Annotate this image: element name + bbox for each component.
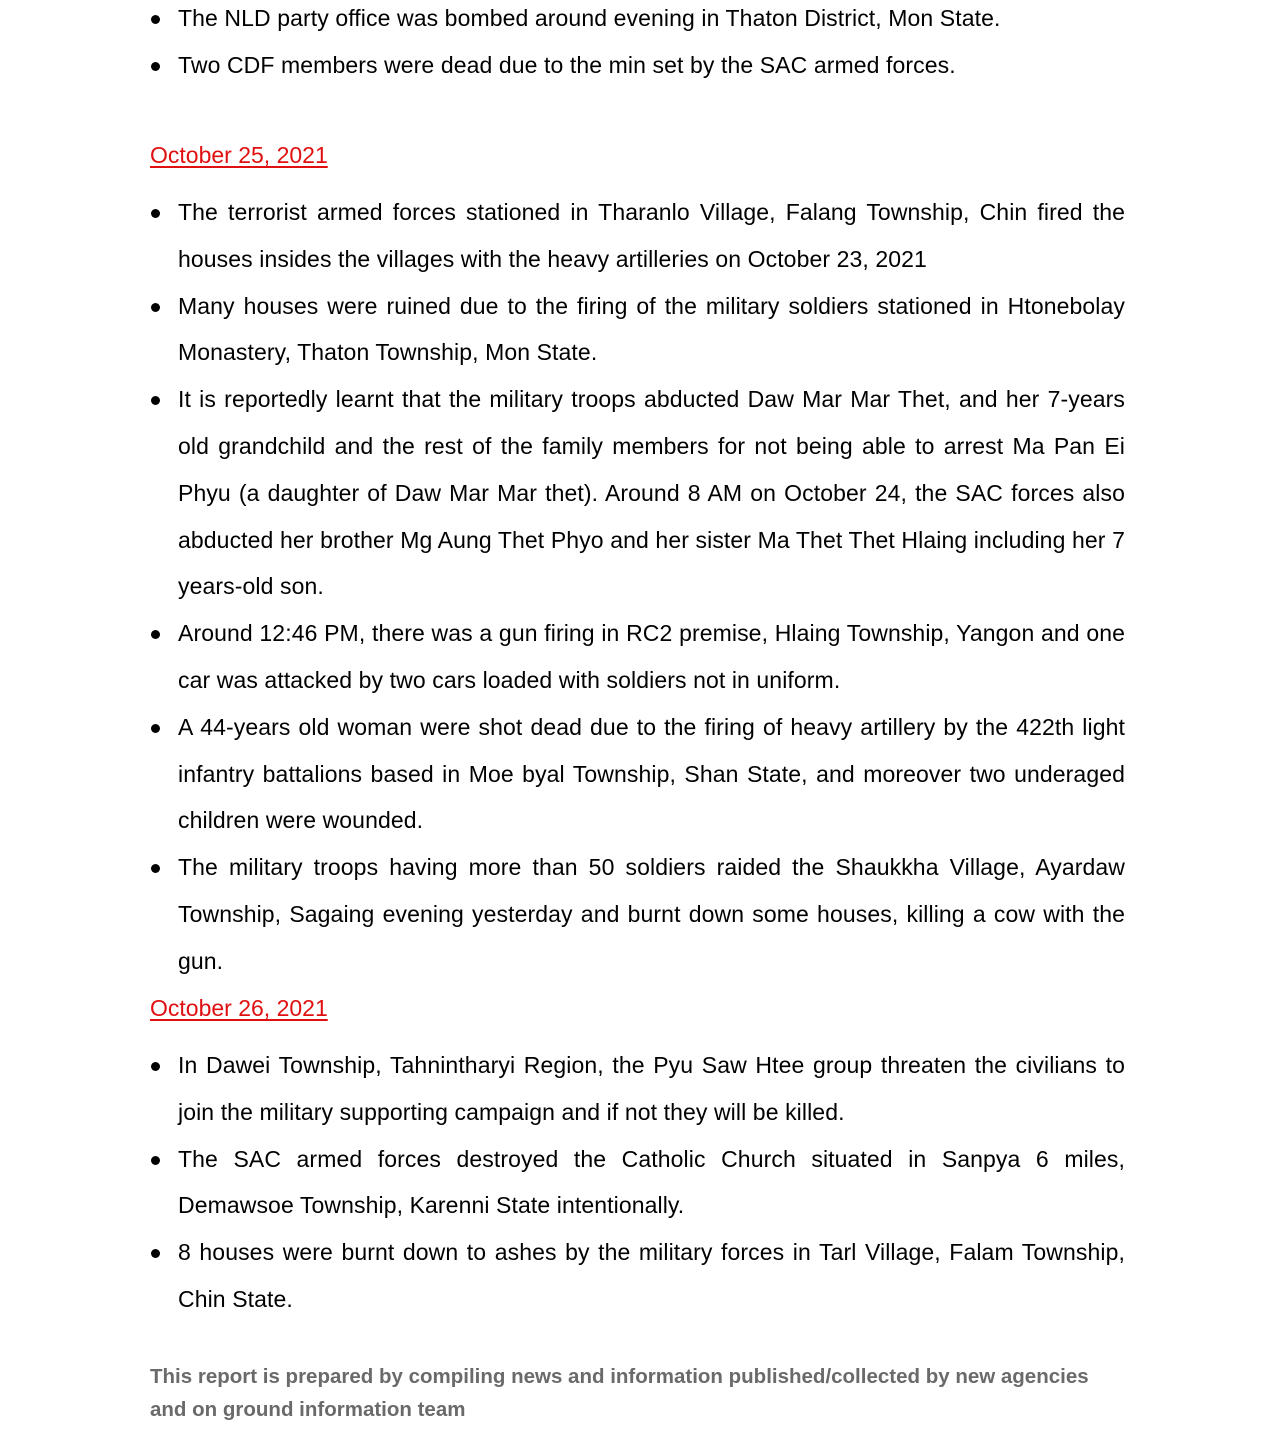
list-item (150, 844, 1125, 984)
list-item-text: Two CDF members were dead due to the min set by the SAC armed forces. (178, 51, 956, 78)
list-item (150, 1229, 1125, 1323)
bullet-list-top (150, 0, 1125, 89)
date-heading-oct25: October 25, 2021 (150, 142, 328, 168)
list-item (150, 0, 1125, 42)
bullet-icon (151, 209, 160, 218)
bullet-icon (151, 864, 160, 873)
bullet-list-oct26 (150, 1042, 1125, 1323)
bullet-icon (151, 62, 160, 71)
list-item (150, 376, 1125, 610)
bullet-icon (151, 303, 160, 312)
bullet-icon (151, 630, 160, 639)
list-item-text: The military troops having more than 50 soldiers raided the Shaukkha Village, Ayardaw Township, Sagaing evening yesterday and burnt down some houses, killing a cow with the gun. (178, 854, 1125, 974)
list-item (150, 283, 1125, 377)
bullet-icon (151, 1156, 160, 1165)
list-item (150, 1136, 1125, 1230)
list-item-text: Many houses were ruined due to the firing of the military soldiers stationed in Htonebolay Monastery, Thaton Township, Mon State. (178, 292, 1125, 366)
bullet-icon (151, 1249, 160, 1258)
list-item (150, 189, 1125, 283)
bullet-icon (151, 15, 160, 24)
list-item (150, 1042, 1125, 1136)
list-item-text: 8 houses were burnt down to ashes by the military forces in Tarl Village, Falam Township, Chin State. (178, 1239, 1125, 1312)
list-item (150, 704, 1125, 844)
list-item-text: In Dawei Township, Tahnintharyi Region, the Pyu Saw Htee group threaten the civilians to join the military supporting campaign and if not they will be killed. (178, 1052, 1125, 1125)
bullet-icon (151, 724, 160, 733)
list-item-text: The terrorist armed forces stationed in Tharanlo Village, Falang Township, Chin fired the houses insides the villages with the heavy artilleries on October 23, 2021 (178, 199, 1125, 272)
list-item-text: It is reportedly learnt that the military troops abducted Daw Mar Mar Thet, and her 7-years old grandchild and the rest of the family members for not being able to arrest Ma Pan Ei Phyu (a daughter of Daw Mar Mar thet). Around 8 AM on October 24, the SAC forces also abducted her brother Mg Aung Thet Phyo and her sister Ma Thet Thet Hlaing including her 7 years-old son. (178, 386, 1125, 600)
footer-note: This report is prepared by compiling news and information published/collected by new agencies and on ground information team (150, 1365, 1089, 1421)
list-item-text: The SAC armed forces destroyed the Catholic Church situated in Sanpya 6 miles, Demawsoe Township, Karenni State intentionally. (178, 1145, 1125, 1219)
bullet-icon (151, 1062, 160, 1071)
list-item-text: A 44-years old woman were shot dead due to the firing of heavy artillery by the 422th light infantry battalions based in Moe byal Township, Shan State, and moreover two underaged children were wounded. (178, 713, 1125, 834)
date-heading-oct26: October 26, 2021 (150, 995, 328, 1021)
bullet-list-oct25 (150, 189, 1125, 985)
list-item-text: Around 12:46 PM, there was a gun firing in RC2 premise, Hlaing Township, Yangon and one car was attacked by two cars loaded with soldiers not in uniform. (178, 620, 1125, 693)
bullet-icon (151, 396, 160, 405)
list-item (150, 610, 1125, 704)
list-item (150, 42, 1125, 89)
list-item-text: The NLD party office was bombed around evening in Thaton District, Mon State. (178, 5, 1001, 31)
